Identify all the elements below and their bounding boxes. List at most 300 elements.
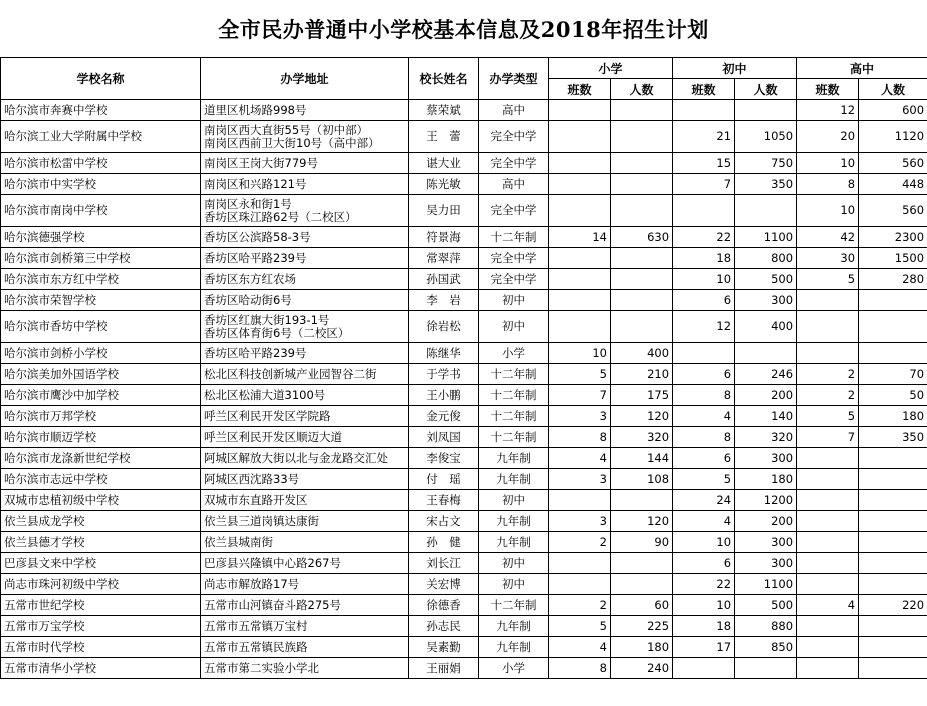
address-line: 双城市东直路开发区 — [204, 492, 308, 507]
primary-classes-cell — [549, 195, 611, 227]
junior-students-cell: 400 — [735, 311, 797, 343]
senior-students-cell: 1120 — [859, 121, 927, 153]
senior-classes-cell: 5 — [797, 269, 859, 290]
school-type-cell: 九年制 — [479, 532, 549, 553]
principal-cell: 付 瑶 — [409, 469, 479, 490]
table-row — [1, 658, 927, 679]
school-name-cell: 哈尔滨市剑桥小学校 — [1, 343, 201, 364]
senior-classes-cell: 2 — [797, 385, 859, 406]
primary-students-cell: 120 — [611, 406, 673, 427]
school-type-cell: 十二年制 — [479, 595, 549, 616]
senior-students-cell: 180 — [859, 406, 927, 427]
principal-cell: 李俊宝 — [409, 448, 479, 469]
junior-students-cell: 1100 — [735, 227, 797, 248]
principal-cell: 陈继华 — [409, 343, 479, 364]
senior-students-cell: 560 — [859, 195, 927, 227]
primary-students-cell: 240 — [611, 658, 673, 679]
primary-classes-cell — [549, 574, 611, 595]
junior-classes-cell: 12 — [673, 311, 735, 343]
primary-classes-cell: 2 — [549, 532, 611, 553]
senior-classes-cell — [797, 290, 859, 311]
school-name-cell: 双城市忠植初级中学校 — [1, 490, 201, 511]
principal-cell: 刘长江 — [409, 553, 479, 574]
senior-students-cell — [859, 469, 927, 490]
senior-students-cell: 448 — [859, 174, 927, 195]
school-name-cell: 巴彦县文来中学校 — [1, 553, 201, 574]
address-line: 依兰县三道岗镇达康街 — [204, 513, 319, 528]
school-name-cell: 五常市时代学校 — [1, 637, 201, 658]
senior-classes-cell: 10 — [797, 153, 859, 174]
school-name-cell: 哈尔滨市南岗中学校 — [1, 195, 201, 227]
primary-classes-cell: 4 — [549, 637, 611, 658]
senior-classes-cell: 8 — [797, 174, 859, 195]
school-type-cell: 九年制 — [479, 469, 549, 490]
junior-students-cell: 1200 — [735, 490, 797, 511]
primary-classes-cell: 5 — [549, 364, 611, 385]
school-name-cell: 哈尔滨市香坊中学校 — [1, 311, 201, 343]
school-name-cell: 哈尔滨市龙涤新世纪学校 — [1, 448, 201, 469]
school-type-cell: 十二年制 — [479, 227, 549, 248]
principal-cell: 孙志民 — [409, 616, 479, 637]
primary-classes-cell: 8 — [549, 427, 611, 448]
header-senior-classes: 班数 — [797, 79, 859, 100]
senior-students-cell — [859, 448, 927, 469]
principal-cell: 王丽娟 — [409, 658, 479, 679]
address-cell — [201, 248, 409, 269]
address-cell — [201, 574, 409, 595]
address-line: 香坊区体育街6号（二校区） — [204, 325, 350, 340]
junior-students-cell: 140 — [735, 406, 797, 427]
school-name-cell: 依兰县德才学校 — [1, 532, 201, 553]
address-line: 阿城区西沈路33号 — [204, 471, 300, 486]
header-junior: 初中 — [673, 58, 797, 79]
page-title: 全市民办普通中小学校基本信息及2018年招生计划 — [218, 16, 709, 42]
header-senior: 高中 — [797, 58, 927, 79]
principal-cell: 孙 健 — [409, 532, 479, 553]
school-type-cell: 完全中学 — [479, 248, 549, 269]
senior-classes-cell: 5 — [797, 406, 859, 427]
address-line: 巴彦县兴隆镇中心路267号 — [204, 555, 341, 570]
junior-classes-cell: 4 — [673, 511, 735, 532]
junior-classes-cell — [673, 343, 735, 364]
senior-classes-cell — [797, 343, 859, 364]
senior-students-cell — [859, 311, 927, 343]
header-address: 办学地址 — [201, 58, 409, 100]
junior-students-cell: 850 — [735, 637, 797, 658]
school-name-cell: 哈尔滨市荣智学校 — [1, 290, 201, 311]
senior-classes-cell — [797, 637, 859, 658]
school-type-cell: 十二年制 — [479, 385, 549, 406]
address-line: 香坊区公滨路58-3号 — [204, 229, 311, 244]
school-type-cell: 十二年制 — [479, 364, 549, 385]
primary-students-cell: 108 — [611, 469, 673, 490]
junior-classes-cell: 6 — [673, 290, 735, 311]
primary-classes-cell — [549, 248, 611, 269]
school-type-cell: 九年制 — [479, 448, 549, 469]
address-cell — [201, 153, 409, 174]
address-line: 松北区科技创新城产业园智谷二街 — [204, 366, 377, 381]
junior-students-cell: 320 — [735, 427, 797, 448]
school-table — [0, 57, 927, 679]
junior-students-cell — [735, 658, 797, 679]
school-type-cell: 初中 — [479, 311, 549, 343]
address-line: 香坊区东方红农场 — [204, 271, 296, 286]
primary-classes-cell — [549, 269, 611, 290]
table-row — [1, 532, 927, 553]
senior-classes-cell: 7 — [797, 427, 859, 448]
address-line: 香坊区红旗大街193-1号 — [204, 312, 330, 327]
junior-students-cell: 1100 — [735, 574, 797, 595]
table-row — [1, 385, 927, 406]
primary-classes-cell: 14 — [549, 227, 611, 248]
principal-cell: 蔡荣斌 — [409, 100, 479, 121]
address-line: 香坊区哈动街6号 — [204, 292, 292, 307]
primary-classes-cell — [549, 174, 611, 195]
principal-cell: 徐德香 — [409, 595, 479, 616]
table-row — [1, 195, 927, 227]
junior-classes-cell: 10 — [673, 269, 735, 290]
address-line: 香坊区珠江路62号（二校区） — [204, 209, 357, 224]
junior-classes-cell: 7 — [673, 174, 735, 195]
principal-cell: 王小鹏 — [409, 385, 479, 406]
primary-classes-cell — [549, 290, 611, 311]
school-name-cell: 哈尔滨市东方红中学校 — [1, 269, 201, 290]
primary-students-cell — [611, 290, 673, 311]
primary-classes-cell: 3 — [549, 406, 611, 427]
primary-classes-cell: 3 — [549, 469, 611, 490]
principal-cell: 吴素勤 — [409, 637, 479, 658]
senior-students-cell — [859, 658, 927, 679]
school-type-cell: 高中 — [479, 100, 549, 121]
junior-students-cell: 300 — [735, 532, 797, 553]
principal-cell: 于学书 — [409, 364, 479, 385]
junior-classes-cell — [673, 100, 735, 121]
primary-classes-cell: 10 — [549, 343, 611, 364]
junior-students-cell — [735, 100, 797, 121]
table-row — [1, 469, 927, 490]
address-cell — [201, 658, 409, 679]
principal-cell: 孙国武 — [409, 269, 479, 290]
principal-cell: 宋占文 — [409, 511, 479, 532]
table-row — [1, 121, 927, 153]
primary-students-cell — [611, 311, 673, 343]
table-row — [1, 637, 927, 658]
table-row — [1, 100, 927, 121]
address-line: 南岗区永和街1号 — [204, 196, 292, 211]
address-line: 呼兰区利民开发区学院路 — [204, 408, 331, 423]
school-name-cell: 哈尔滨市中实学校 — [1, 174, 201, 195]
table-body — [1, 100, 927, 679]
senior-students-cell: 600 — [859, 100, 927, 121]
primary-classes-cell — [549, 153, 611, 174]
table-row — [1, 248, 927, 269]
primary-classes-cell: 2 — [549, 595, 611, 616]
junior-classes-cell: 10 — [673, 532, 735, 553]
junior-students-cell: 200 — [735, 385, 797, 406]
school-name-cell: 哈尔滨市顺迈学校 — [1, 427, 201, 448]
primary-students-cell: 180 — [611, 637, 673, 658]
primary-students-cell: 90 — [611, 532, 673, 553]
senior-classes-cell: 4 — [797, 595, 859, 616]
address-line: 南岗区王岗大街779号 — [204, 155, 318, 170]
primary-students-cell — [611, 174, 673, 195]
address-cell — [201, 269, 409, 290]
senior-classes-cell — [797, 511, 859, 532]
school-name-cell: 哈尔滨市鹰沙中加学校 — [1, 385, 201, 406]
senior-students-cell — [859, 616, 927, 637]
junior-classes-cell: 6 — [673, 364, 735, 385]
principal-cell: 王 蕾 — [409, 121, 479, 153]
table-row — [1, 269, 927, 290]
table-row — [1, 511, 927, 532]
principal-cell: 王春梅 — [409, 490, 479, 511]
address-line: 南岗区西大直街55号（初中部） — [204, 122, 369, 137]
junior-classes-cell: 22 — [673, 227, 735, 248]
header-primary: 小学 — [549, 58, 673, 79]
senior-students-cell: 1500 — [859, 248, 927, 269]
primary-students-cell — [611, 553, 673, 574]
senior-classes-cell — [797, 448, 859, 469]
senior-students-cell: 2300 — [859, 227, 927, 248]
junior-students-cell — [735, 343, 797, 364]
primary-students-cell — [611, 195, 673, 227]
address-cell — [201, 427, 409, 448]
school-type-cell: 小学 — [479, 343, 549, 364]
address-cell — [201, 311, 409, 343]
school-type-cell: 初中 — [479, 490, 549, 511]
address-cell — [201, 364, 409, 385]
address-cell — [201, 121, 409, 153]
header-junior-classes: 班数 — [673, 79, 735, 100]
school-type-cell: 完全中学 — [479, 269, 549, 290]
table-row — [1, 427, 927, 448]
primary-classes-cell: 7 — [549, 385, 611, 406]
primary-students-cell: 144 — [611, 448, 673, 469]
junior-students-cell: 180 — [735, 469, 797, 490]
principal-cell: 李 岩 — [409, 290, 479, 311]
principal-cell: 谌大业 — [409, 153, 479, 174]
junior-classes-cell: 4 — [673, 406, 735, 427]
school-type-cell: 初中 — [479, 553, 549, 574]
primary-classes-cell — [549, 100, 611, 121]
school-name-cell: 哈尔滨市志远中学校 — [1, 469, 201, 490]
school-type-cell: 九年制 — [479, 616, 549, 637]
junior-classes-cell: 8 — [673, 385, 735, 406]
junior-classes-cell: 10 — [673, 595, 735, 616]
primary-students-cell — [611, 121, 673, 153]
table-row — [1, 227, 927, 248]
senior-students-cell: 50 — [859, 385, 927, 406]
address-line: 香坊区哈平路239号 — [204, 250, 307, 265]
address-line: 松北区松浦大道3100号 — [204, 387, 326, 402]
junior-classes-cell: 18 — [673, 248, 735, 269]
principal-cell: 刘凤国 — [409, 427, 479, 448]
principal-cell: 常翠萍 — [409, 248, 479, 269]
address-cell — [201, 469, 409, 490]
primary-students-cell — [611, 153, 673, 174]
address-cell — [201, 532, 409, 553]
junior-classes-cell — [673, 658, 735, 679]
address-line: 香坊区哈平路239号 — [204, 345, 307, 360]
table-row — [1, 448, 927, 469]
school-type-cell: 九年制 — [479, 511, 549, 532]
junior-students-cell: 880 — [735, 616, 797, 637]
header-primary-students: 人数 — [611, 79, 673, 100]
table-row — [1, 553, 927, 574]
primary-students-cell: 120 — [611, 511, 673, 532]
school-type-cell: 完全中学 — [479, 121, 549, 153]
junior-students-cell: 500 — [735, 269, 797, 290]
primary-students-cell: 630 — [611, 227, 673, 248]
primary-classes-cell — [549, 311, 611, 343]
school-type-cell: 完全中学 — [479, 153, 549, 174]
primary-students-cell — [611, 574, 673, 595]
junior-students-cell: 800 — [735, 248, 797, 269]
address-cell — [201, 343, 409, 364]
header-primary-classes: 班数 — [549, 79, 611, 100]
header-junior-students: 人数 — [735, 79, 797, 100]
address-cell — [201, 174, 409, 195]
junior-classes-cell: 6 — [673, 448, 735, 469]
address-line: 五常市五常镇民族路 — [204, 639, 308, 654]
table-row — [1, 343, 927, 364]
senior-classes-cell — [797, 658, 859, 679]
primary-classes-cell — [549, 553, 611, 574]
address-cell — [201, 511, 409, 532]
address-line: 尚志市解放路17号 — [204, 576, 300, 591]
primary-students-cell — [611, 100, 673, 121]
primary-students-cell: 60 — [611, 595, 673, 616]
senior-students-cell: 70 — [859, 364, 927, 385]
senior-students-cell — [859, 490, 927, 511]
school-type-cell: 初中 — [479, 290, 549, 311]
senior-classes-cell — [797, 469, 859, 490]
address-cell — [201, 290, 409, 311]
school-name-cell: 哈尔滨市松雷中学校 — [1, 153, 201, 174]
address-line: 南岗区西前卫大街10号（高中部） — [204, 135, 380, 150]
header-school: 学校名称 — [1, 58, 201, 100]
senior-classes-cell — [797, 532, 859, 553]
senior-students-cell — [859, 637, 927, 658]
primary-students-cell: 225 — [611, 616, 673, 637]
school-type-cell: 十二年制 — [479, 427, 549, 448]
primary-students-cell: 210 — [611, 364, 673, 385]
school-type-cell: 高中 — [479, 174, 549, 195]
junior-classes-cell: 24 — [673, 490, 735, 511]
address-cell — [201, 406, 409, 427]
primary-classes-cell: 8 — [549, 658, 611, 679]
junior-students-cell: 200 — [735, 511, 797, 532]
junior-students-cell: 300 — [735, 553, 797, 574]
primary-classes-cell — [549, 490, 611, 511]
school-name-cell: 哈尔滨市奔赛中学校 — [1, 100, 201, 121]
school-name-cell: 五常市清华小学校 — [1, 658, 201, 679]
junior-students-cell: 350 — [735, 174, 797, 195]
senior-students-cell: 560 — [859, 153, 927, 174]
principal-cell: 吴力田 — [409, 195, 479, 227]
junior-classes-cell: 5 — [673, 469, 735, 490]
address-line: 呼兰区利民开发区顺迈大道 — [204, 429, 342, 444]
table-row — [1, 290, 927, 311]
school-type-cell: 初中 — [479, 574, 549, 595]
table-row — [1, 311, 927, 343]
principal-cell: 关宏博 — [409, 574, 479, 595]
junior-students-cell: 300 — [735, 448, 797, 469]
address-cell — [201, 100, 409, 121]
senior-classes-cell — [797, 490, 859, 511]
junior-students-cell: 500 — [735, 595, 797, 616]
school-name-cell: 五常市万宝学校 — [1, 616, 201, 637]
address-line: 依兰县城南街 — [204, 534, 273, 549]
primary-students-cell — [611, 269, 673, 290]
primary-classes-cell: 4 — [549, 448, 611, 469]
principal-cell: 徐岩松 — [409, 311, 479, 343]
school-name-cell: 哈尔滨美加外国语学校 — [1, 364, 201, 385]
senior-classes-cell: 2 — [797, 364, 859, 385]
school-name-cell: 哈尔滨市剑桥第三中学校 — [1, 248, 201, 269]
table-row — [1, 490, 927, 511]
table-row — [1, 595, 927, 616]
address-cell — [201, 227, 409, 248]
address-line: 五常市第二实验小学北 — [204, 660, 319, 675]
senior-classes-cell — [797, 553, 859, 574]
school-type-cell: 九年制 — [479, 637, 549, 658]
address-line: 五常市山河镇奋斗路275号 — [204, 597, 341, 612]
primary-classes-cell: 3 — [549, 511, 611, 532]
senior-classes-cell: 20 — [797, 121, 859, 153]
senior-classes-cell: 42 — [797, 227, 859, 248]
address-cell — [201, 595, 409, 616]
junior-students-cell: 246 — [735, 364, 797, 385]
senior-students-cell — [859, 574, 927, 595]
school-type-cell: 完全中学 — [479, 195, 549, 227]
table-row — [1, 406, 927, 427]
address-cell — [201, 385, 409, 406]
junior-students-cell: 1050 — [735, 121, 797, 153]
school-name-cell: 依兰县成龙学校 — [1, 511, 201, 532]
header-principal: 校长姓名 — [409, 58, 479, 100]
junior-classes-cell: 22 — [673, 574, 735, 595]
senior-students-cell: 220 — [859, 595, 927, 616]
table-row — [1, 153, 927, 174]
senior-students-cell — [859, 553, 927, 574]
junior-classes-cell: 17 — [673, 637, 735, 658]
table-row — [1, 364, 927, 385]
principal-cell: 陈光敏 — [409, 174, 479, 195]
senior-classes-cell: 12 — [797, 100, 859, 121]
primary-students-cell: 320 — [611, 427, 673, 448]
senior-students-cell: 280 — [859, 269, 927, 290]
table-row — [1, 174, 927, 195]
primary-classes-cell: 5 — [549, 616, 611, 637]
address-cell — [201, 616, 409, 637]
table-row — [1, 574, 927, 595]
junior-classes-cell: 21 — [673, 121, 735, 153]
junior-students-cell: 750 — [735, 153, 797, 174]
address-cell — [201, 553, 409, 574]
senior-classes-cell — [797, 311, 859, 343]
address-cell — [201, 637, 409, 658]
address-line: 南岗区和兴路121号 — [204, 176, 307, 191]
school-name-cell: 尚志市珠河初级中学校 — [1, 574, 201, 595]
senior-students-cell — [859, 532, 927, 553]
senior-classes-cell: 10 — [797, 195, 859, 227]
school-name-cell: 哈尔滨工业大学附属中学校 — [1, 121, 201, 153]
primary-students-cell: 175 — [611, 385, 673, 406]
senior-students-cell: 350 — [859, 427, 927, 448]
school-name-cell: 五常市世纪学校 — [1, 595, 201, 616]
junior-classes-cell: 8 — [673, 427, 735, 448]
